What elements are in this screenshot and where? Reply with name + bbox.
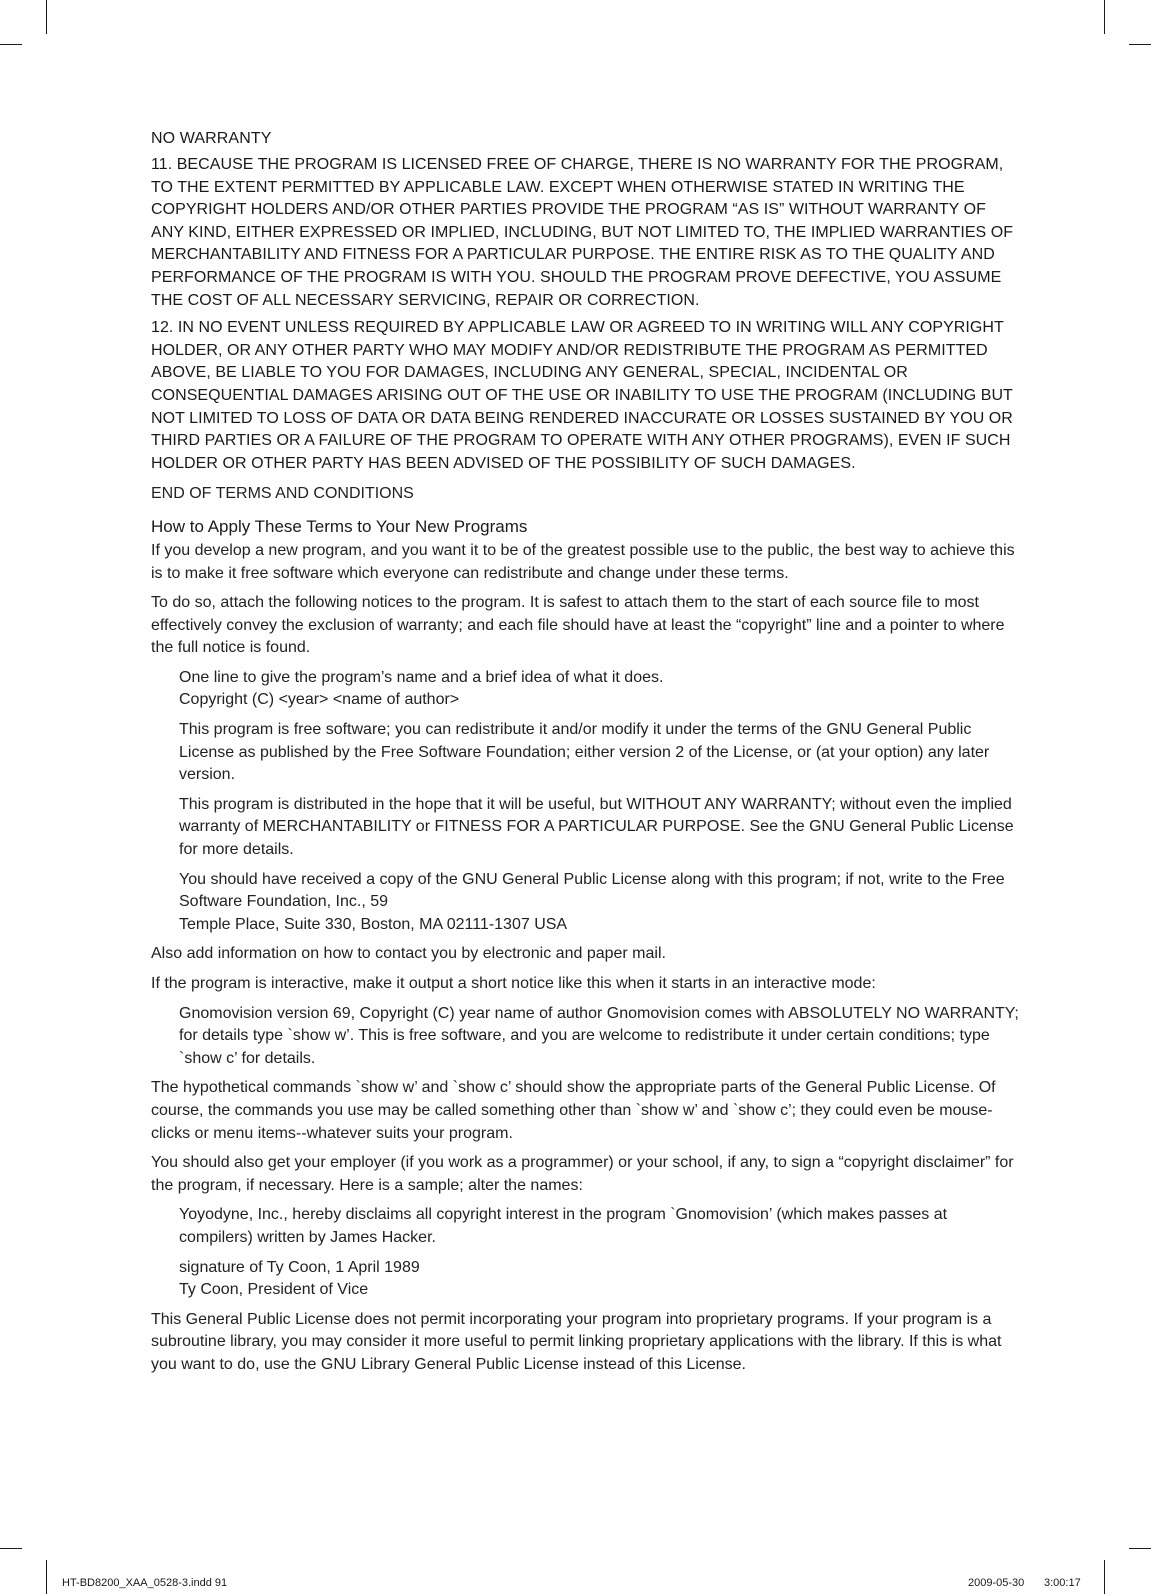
- notice-line: You should have received a copy of the GNU General Public License along with this program; if not, write to the Free Software Foundation, Inc., 59: [179, 870, 1005, 911]
- notice-line: One line to give the program’s name and a brief idea of what it does.: [179, 668, 664, 686]
- no-warranty-heading: NO WARRANTY: [151, 130, 272, 147]
- interactive-notice: Gnomovision version 69, Copyright (C) year name of author Gnomovision comes with ABSOLUTELY NO WARRANTY; for details type `show w’. This is free software, and you are welcome to redistribute it under certain conditions; type `show c’ for details.: [179, 1004, 1019, 1067]
- apply-paragraph: To do so, attach the following notices to the program. It is safest to attach them to the start of each source file to most effectively convey the exclusion of warranty; and each file should have at least the “copyright” line and a pointer to where the full notice is found.: [151, 594, 1005, 657]
- footer-date: 2009-05-30: [968, 1577, 1025, 1589]
- crop-mark: [1104, 1560, 1105, 1594]
- crop-mark: [1129, 1548, 1151, 1549]
- notice-line: Temple Place, Suite 330, Boston, MA 02111-1307 USA: [179, 915, 568, 933]
- apply-paragraph: The hypothetical commands `show w’ and `show c’ should show the appropriate parts of the General Public License. Of course, the commands you use may be called something other than `show w’ and `show c’; they could even be mouse-clicks or menu items--whatever suits your program.: [151, 1079, 996, 1142]
- page-content: [151, 128, 1021, 1384]
- apply-paragraph: You should also get your employer (if you work as a programmer) or your school, if any, to sign a “copyright disclaimer” for the program, if necessary. Here is a sample; alter the names:: [151, 1154, 1014, 1194]
- notice-line: Copyright (C) <year> <name of author>: [179, 691, 460, 709]
- footer-filename: HT-BD8200_XAA_0528-3.indd 91: [62, 1577, 228, 1589]
- notice-paragraph: This program is free software; you can redistribute it and/or modify it under the terms of the GNU General Public License as published by the Free Software Foundation; either version 2 of the License, or (at your option) any later version.: [179, 721, 990, 784]
- notice-paragraph: This program is distributed in the hope that it will be useful, but WITHOUT ANY WARRANTY; without even the implied warranty of MERCHANTABILITY or FITNESS FOR A PARTICULAR PURPOSE. See the GNU General Public License for more details.: [179, 795, 1014, 859]
- crop-mark: [1129, 44, 1151, 45]
- end-of-terms: END OF TERMS AND CONDITIONS: [151, 485, 414, 503]
- notice-header: [179, 667, 1021, 712]
- signature-line: Ty Coon, President of Vice: [179, 1281, 369, 1299]
- crop-mark: [46, 0, 47, 34]
- warranty-clause-12: 12. IN NO EVENT UNLESS REQUIRED BY APPLICABLE LAW OR AGREED TO IN WRITING WILL ANY COPYRIGHT HOLDER, OR ANY OTHER PARTY WHO MAY MODIFY AND/OR REDISTRIBUTE THE PROGRAM AS PERMITTED ABOVE, BE LIABLE TO YOU FOR DAMAGES, INCLUDING ANY GENERAL, SPECIAL, INCIDENTAL OR CONSEQUENTIAL DAMAGES ARISING OUT OF THE USE OR INABILITY TO USE THE PROGRAM (INCLUDING BUT NOT LIMITED TO LOSS OF DATA OR DATA BEING RENDERED INACCURATE OR LOSSES SUSTAINED BY YOU OR THIRD PARTIES OR A FAILURE OF THE PROGRAM TO OPERATE WITH ANY OTHER PROGRAMS), EVEN IF SUCH HOLDER OR OTHER PARTY HAS BEEN ADVISED OF THE POSSIBILITY OF SUCH DAMAGES.: [151, 319, 1013, 472]
- apply-paragraph: If you develop a new program, and you want it to be of the greatest possible use to the public, the best way to achieve this is to make it free software which everyone can redistribute and change under these terms.: [151, 541, 1015, 582]
- footer-time: 3:00:17: [1044, 1577, 1081, 1589]
- signature-block: [179, 1257, 1021, 1302]
- crop-mark: [46, 1560, 47, 1594]
- crop-mark: [0, 44, 22, 45]
- crop-mark: [1104, 0, 1105, 34]
- apply-paragraph: If the program is interactive, make it output a short notice like this when it starts in an interactive mode:: [151, 975, 876, 992]
- section-title: How to Apply These Terms to Your New Programs: [151, 516, 528, 536]
- apply-paragraph: This General Public License does not permit incorporating your program into proprietary programs. If your program is a subroutine library, you may consider it more useful to permit linking proprietary applications with the library. If this is what you want to do, use the GNU Library General Public License instead of this License.: [151, 1310, 1002, 1373]
- signature-line: signature of Ty Coon, 1 April 1989: [179, 1258, 420, 1276]
- apply-paragraph: Also add information on how to contact you by electronic and paper mail.: [151, 945, 666, 963]
- notice-address: [179, 869, 1021, 937]
- crop-mark: [0, 1548, 22, 1549]
- disclaimer-sample: Yoyodyne, Inc., hereby disclaims all copyright interest in the program `Gnomovision’ (which makes passes at compilers) written by James Hacker.: [179, 1206, 948, 1246]
- warranty-clause-11: 11. BECAUSE THE PROGRAM IS LICENSED FREE OF CHARGE, THERE IS NO WARRANTY FOR THE PROGRAM, TO THE EXTENT PERMITTED BY APPLICABLE LAW. EXCEPT WHEN OTHERWISE STATED IN WRITING THE COPYRIGHT HOLDERS AND/OR OTHER PARTIES PROVIDE THE PROGRAM “AS IS” WITHOUT WARRANTY OF ANY KIND, EITHER EXPRESSED OR IMPLIED, INCLUDING, BUT NOT LIMITED TO, THE IMPLIED WARRANTIES OF MERCHANTABILITY AND FITNESS FOR A PARTICULAR PURPOSE. THE ENTIRE RISK AS TO THE QUALITY AND PERFORMANCE OF THE PROGRAM IS WITH YOU. SHOULD THE PROGRAM PROVE DEFECTIVE, YOU ASSUME THE COST OF ALL NECESSARY SERVICING, REPAIR OR CORRECTION.: [151, 156, 1014, 309]
